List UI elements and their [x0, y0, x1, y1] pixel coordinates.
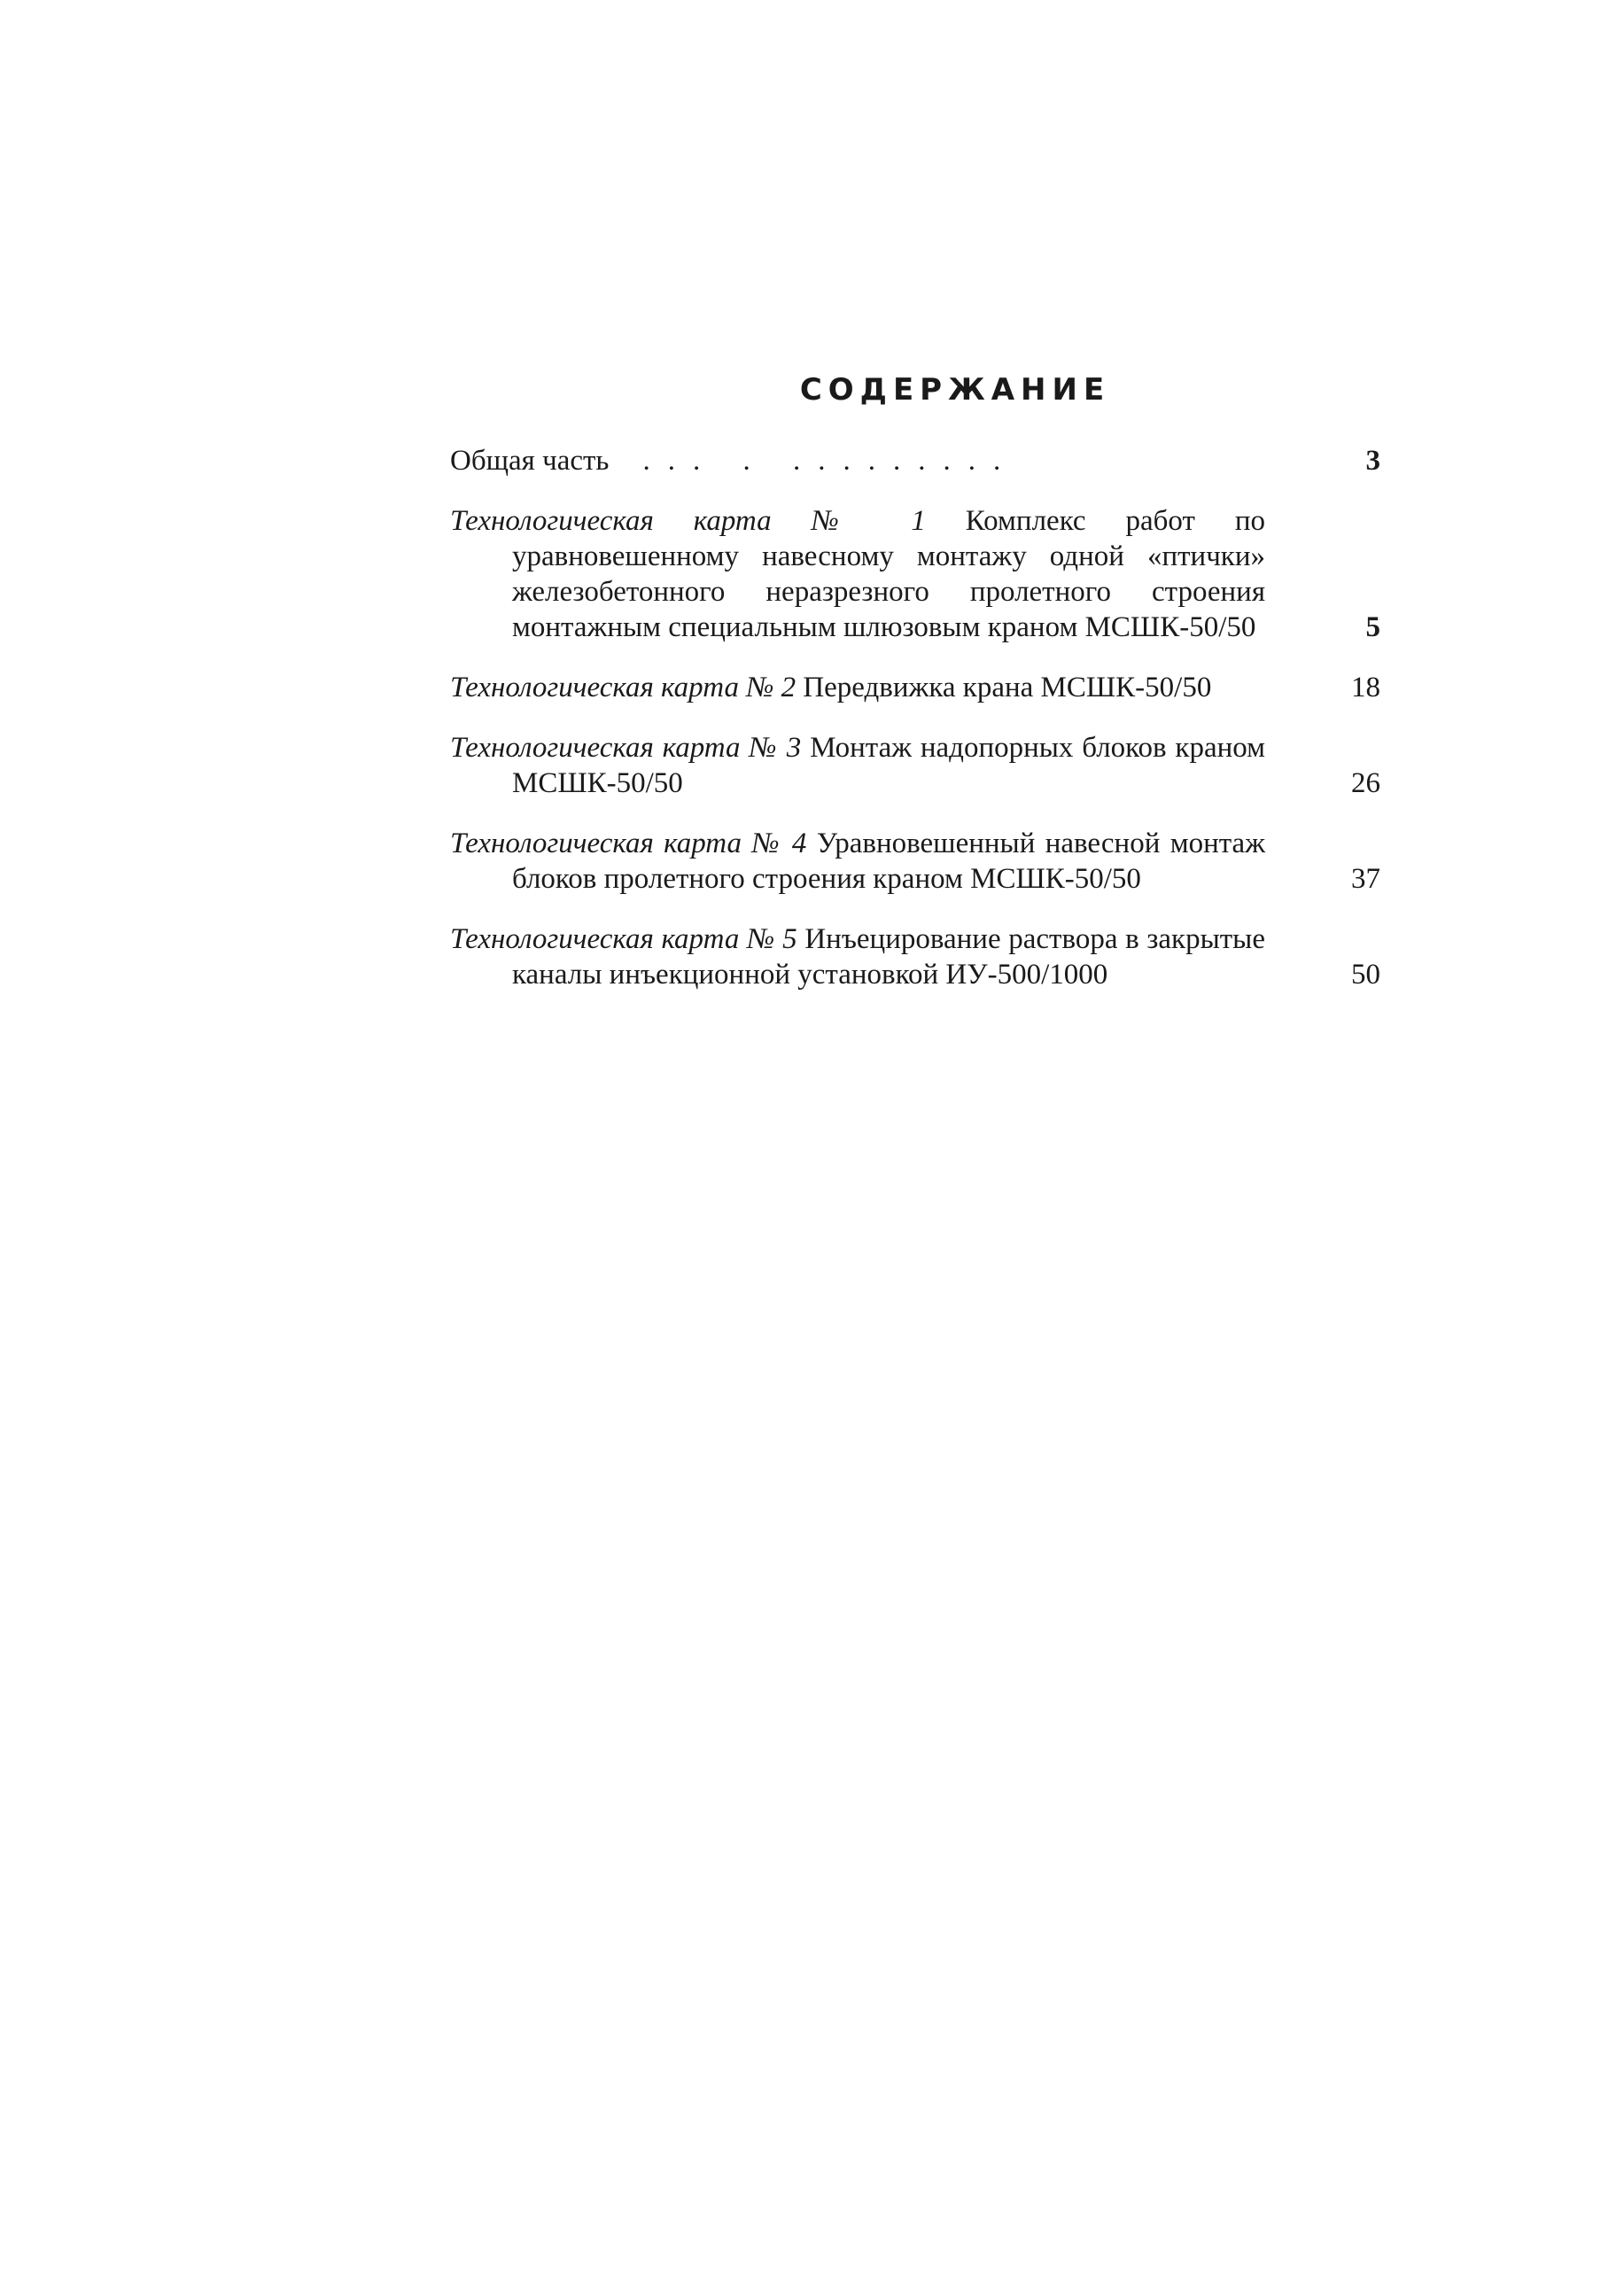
- toc-entry-description: Инъецирование раствора в закрытые каналы инъекционной установкой ИУ-500/1000: [512, 923, 1265, 991]
- dot-leader: ... . .........: [642, 445, 1019, 477]
- toc-entry-card-4: [450, 826, 1380, 897]
- toc-entry-page: 18: [1351, 672, 1380, 703]
- toc-entry-page: 3: [1365, 445, 1380, 477]
- toc-entry-general: [450, 443, 1380, 478]
- toc-entry-caption: Технологическая карта № 2: [450, 672, 796, 703]
- toc-entry-text: [450, 826, 1327, 897]
- toc-entry-text: [450, 503, 1327, 645]
- toc-entry-card-1: [450, 503, 1380, 645]
- toc-entry-caption: Технологическая карта № 3: [450, 732, 802, 764]
- toc-entry-caption: Технологическая карта № 5: [450, 923, 797, 955]
- toc-entry-description: Монтаж надопорных блоков краном МСШК-50/50: [512, 732, 1266, 799]
- toc-entry-card-2: [450, 670, 1380, 705]
- toc-entry-caption: Технологическая карта № 1: [450, 505, 926, 537]
- toc-entry-card-3: [450, 730, 1380, 801]
- toc-entry-description: Передвижка крана МСШК-50/50: [803, 672, 1212, 703]
- toc-entry-description: Уравновешенный навесной монтаж блоков пролетного строения краном МСШК-50/50: [512, 828, 1266, 895]
- toc-entry-label: Общая часть: [450, 445, 610, 477]
- toc-entry-caption: Технологическая карта № 4: [450, 828, 807, 859]
- toc-entry-page: 50: [1351, 959, 1380, 991]
- toc-entry-card-5: [450, 921, 1380, 992]
- toc-entry-text: [450, 730, 1327, 801]
- toc-entry-page: 37: [1351, 863, 1380, 895]
- toc-entry-description: Комплекс работ по уравновешенному навесному монтажу одной «птички» железобетонного неразрезного пролетного строения монтажным специальным шлюзовым краном МСШК-50/50: [512, 505, 1266, 643]
- toc-entry-text: [450, 921, 1327, 992]
- page-title: СОДЕРЖАНИЕ: [799, 372, 1111, 408]
- toc-entry-page: 5: [1365, 611, 1380, 643]
- toc-entry-text: [450, 670, 1327, 705]
- toc-entry-page: 26: [1351, 767, 1380, 799]
- table-of-contents: [450, 372, 1380, 1017]
